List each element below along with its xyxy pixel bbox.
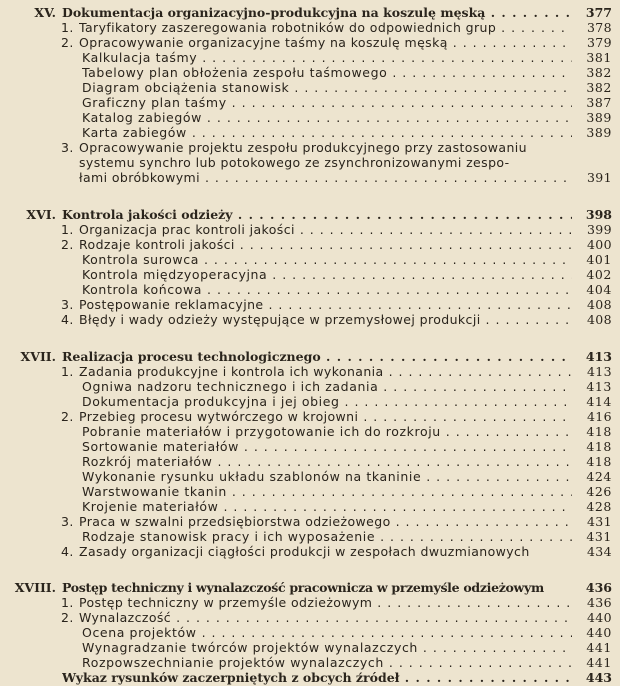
- entry-title: Rozkrój materiałów . . .: [82, 454, 572, 469]
- entry-marker: 2.: [61, 237, 74, 252]
- section-number: XVIII.: [14, 580, 56, 595]
- entry-marker: 1.: [61, 222, 74, 237]
- toc-subentry: [0, 80, 620, 95]
- page-number: 408: [586, 312, 612, 327]
- page-number: 401: [586, 252, 612, 267]
- entry-title: Kalkulacja taśmy . . .: [82, 50, 572, 65]
- toc-subentry: [0, 379, 620, 394]
- entry-title: Katalog zabiegów . . .: [82, 110, 572, 125]
- page-number: 436: [585, 580, 612, 595]
- appendix-title: Wykaz rysunków zaczerpniętych z obcych źródeł . . .: [62, 670, 572, 685]
- entry-title: Kontrola międzyoperacyjna . . .: [82, 267, 572, 282]
- page-number: 414: [586, 394, 612, 409]
- entry-title: Rodzaje kontroli jakości . . .: [79, 237, 572, 252]
- toc-entry: [0, 364, 620, 379]
- section-title: Postęp techniczny i wynalazczość pracownicza w przemyśle odzieżowym: [62, 580, 544, 595]
- entry-marker: 3.: [61, 297, 74, 312]
- entry-marker: 2.: [61, 409, 74, 424]
- section-title: Kontrola jakości odzieży . . .: [62, 207, 572, 222]
- entry-title: Praca w szwalni przedsiębiorstwa odzieżowego . . .: [79, 514, 572, 529]
- entry-marker: 1.: [61, 595, 74, 610]
- toc-subentry: [0, 640, 620, 655]
- page-number: 377: [585, 5, 612, 20]
- entry-title: Opracowywanie organizacyjne taśmy na koszulę męską . . .: [79, 35, 572, 50]
- page-number: 382: [586, 80, 612, 95]
- entry-title: Kontrola surowca . . .: [82, 252, 572, 267]
- entry-title: Błędy i wady odzieży występujące w przemysłowej produkcji . . .: [79, 312, 572, 327]
- section-title: Realizacja procesu technologicznego . . .: [62, 349, 572, 364]
- toc-subentry: [0, 65, 620, 80]
- page-number: 400: [586, 237, 612, 252]
- entry-marker: 3.: [61, 514, 74, 529]
- page-number: 440: [586, 610, 612, 625]
- toc-entry: [0, 222, 620, 237]
- page-number: 382: [586, 65, 612, 80]
- toc-subentry: [0, 469, 620, 484]
- entry-marker: 1.: [61, 364, 74, 379]
- page-number: 441: [586, 655, 612, 670]
- toc-subentry: [0, 484, 620, 499]
- page-number: 408: [586, 297, 612, 312]
- page-number: 443: [585, 670, 612, 685]
- section-number: XVII.: [20, 349, 56, 364]
- entry-title: Taryfikatory zaszeregowania robotników do odpowiednich grup . . .: [79, 20, 572, 35]
- entry-marker: 4.: [61, 544, 74, 559]
- page-number: 402: [586, 267, 612, 282]
- entry-title: Wynagradzanie twórców projektów wynalazczych . . .: [82, 640, 572, 655]
- entry-title: Ocena projektów . . .: [82, 625, 572, 640]
- entry-title: Wynalazczość . . .: [79, 610, 572, 625]
- toc-entry: [0, 237, 620, 252]
- section-heading-xvii: [0, 349, 620, 364]
- entry-title: Przebieg procesu wytwórczego w krojowni . . .: [79, 409, 572, 424]
- toc-entry: [0, 140, 620, 155]
- page-number: 413: [586, 379, 612, 394]
- entry-marker: 2.: [61, 35, 74, 50]
- entry-marker: 1.: [61, 20, 74, 35]
- section-heading-xvi: [0, 207, 620, 222]
- toc-subentry: [0, 125, 620, 140]
- toc-subentry: [0, 50, 620, 65]
- page-number: 418: [586, 454, 612, 469]
- page-number: 398: [585, 207, 612, 222]
- page-number: 418: [586, 439, 612, 454]
- entry-title: Rozpowszechnianie projektów wynalazczych . . .: [82, 655, 572, 670]
- page-number: 389: [586, 110, 612, 125]
- toc-subentry: [0, 439, 620, 454]
- toc-subentry: [0, 110, 620, 125]
- section-heading-xviii: [0, 580, 620, 595]
- entry-title: Dokumentacja produkcyjna i jej obieg . . .: [82, 394, 572, 409]
- entry-title-line: łami obróbkowymi . . .: [79, 170, 572, 185]
- page-number: 428: [586, 499, 612, 514]
- toc-entry: [0, 409, 620, 424]
- entry-marker: 4.: [61, 312, 74, 327]
- page-number: 381: [586, 50, 612, 65]
- toc-subentry: [0, 499, 620, 514]
- entry-marker: 3.: [61, 140, 74, 155]
- toc-entry: [0, 610, 620, 625]
- entry-marker: 2.: [61, 610, 74, 625]
- page-number: 416: [586, 409, 612, 424]
- toc-entry: [0, 35, 620, 50]
- toc-entry: [0, 312, 620, 327]
- entry-title: Ogniwa nadzoru technicznego i ich zadania . . .: [82, 379, 572, 394]
- entry-title: Tabelowy plan obłożenia zespołu taśmowego . . .: [82, 65, 572, 80]
- entry-title: Warstwowanie tkanin . . .: [82, 484, 572, 499]
- appendix-entry: [0, 670, 620, 685]
- section-heading-xv: [0, 5, 620, 20]
- toc-entry: [0, 297, 620, 312]
- page-number: 379: [586, 35, 612, 50]
- entry-title: Pobranie materiałów i przygotowanie ich do rozkroju . . .: [82, 424, 572, 439]
- toc-subentry: [0, 529, 620, 544]
- page-number: 399: [586, 222, 612, 237]
- toc-subentry: [0, 282, 620, 297]
- page-number: 391: [586, 170, 612, 185]
- page-number: 389: [586, 125, 612, 140]
- entry-title: Karta zabiegów . . .: [82, 125, 572, 140]
- toc-entry-continuation: [0, 170, 620, 185]
- page-number: 426: [586, 484, 612, 499]
- entry-title: Wykonanie rysunku układu szablonów na tkaninie . . .: [82, 469, 572, 484]
- page-number: 413: [586, 364, 612, 379]
- page-number: 387: [586, 95, 612, 110]
- toc-subentry: [0, 655, 620, 670]
- page-number: 418: [586, 424, 612, 439]
- page-number: 404: [586, 282, 612, 297]
- toc-entry: [0, 514, 620, 529]
- toc-subentry: [0, 267, 620, 282]
- entry-title: Diagram obciążenia stanowisk . . .: [82, 80, 572, 95]
- toc-entry: [0, 20, 620, 35]
- entry-title: Zadania produkcyjne i kontrola ich wykonania . . .: [79, 364, 572, 379]
- toc-subentry: [0, 625, 620, 640]
- page-number: 436: [586, 595, 612, 610]
- page-number: 378: [586, 20, 612, 35]
- page-number: 431: [586, 514, 612, 529]
- entry-title-line: systemu synchro lub potokowego ze zsynchronizowanymi zespo-: [79, 155, 510, 170]
- toc-subentry: [0, 424, 620, 439]
- page-number: 440: [586, 625, 612, 640]
- page-number: 424: [586, 469, 612, 484]
- toc-subentry: [0, 95, 620, 110]
- entry-title: Krojenie materiałów . . .: [82, 499, 572, 514]
- entry-title: Postępowanie reklamacyjne . . .: [79, 297, 572, 312]
- section-title: Dokumentacja organizacyjno-produkcyjna na koszulę męską . . .: [62, 5, 572, 20]
- page-number: 441: [586, 640, 612, 655]
- page-number: 431: [586, 529, 612, 544]
- entry-title: Sortowanie materiałów . . .: [82, 439, 572, 454]
- section-number: XVI.: [26, 207, 56, 222]
- toc-entry: [0, 595, 620, 610]
- page-number: 434: [586, 544, 612, 559]
- section-number: XV.: [34, 5, 56, 20]
- entry-title: Zasady organizacji ciągłości produkcji w zespołach dwuzmianowych: [79, 544, 530, 559]
- entry-title: Postęp techniczny w przemyśle odzieżowym . . .: [79, 595, 572, 610]
- entry-title: Kontrola końcowa . . .: [82, 282, 572, 297]
- toc-entry: [0, 544, 620, 559]
- toc-entry-continuation: [0, 155, 620, 170]
- entry-title-line: Opracowywanie projektu zespołu produkcyjnego przy zastosowaniu: [79, 140, 527, 155]
- page-number: 413: [585, 349, 612, 364]
- entry-title: Graficzny plan taśmy . . .: [82, 95, 572, 110]
- toc-subentry: [0, 252, 620, 267]
- entry-title: Rodzaje stanowisk pracy i ich wyposażenie . . .: [82, 529, 572, 544]
- toc-subentry: [0, 394, 620, 409]
- toc-subentry: [0, 454, 620, 469]
- entry-title: Organizacja prac kontroli jakości . . .: [79, 222, 572, 237]
